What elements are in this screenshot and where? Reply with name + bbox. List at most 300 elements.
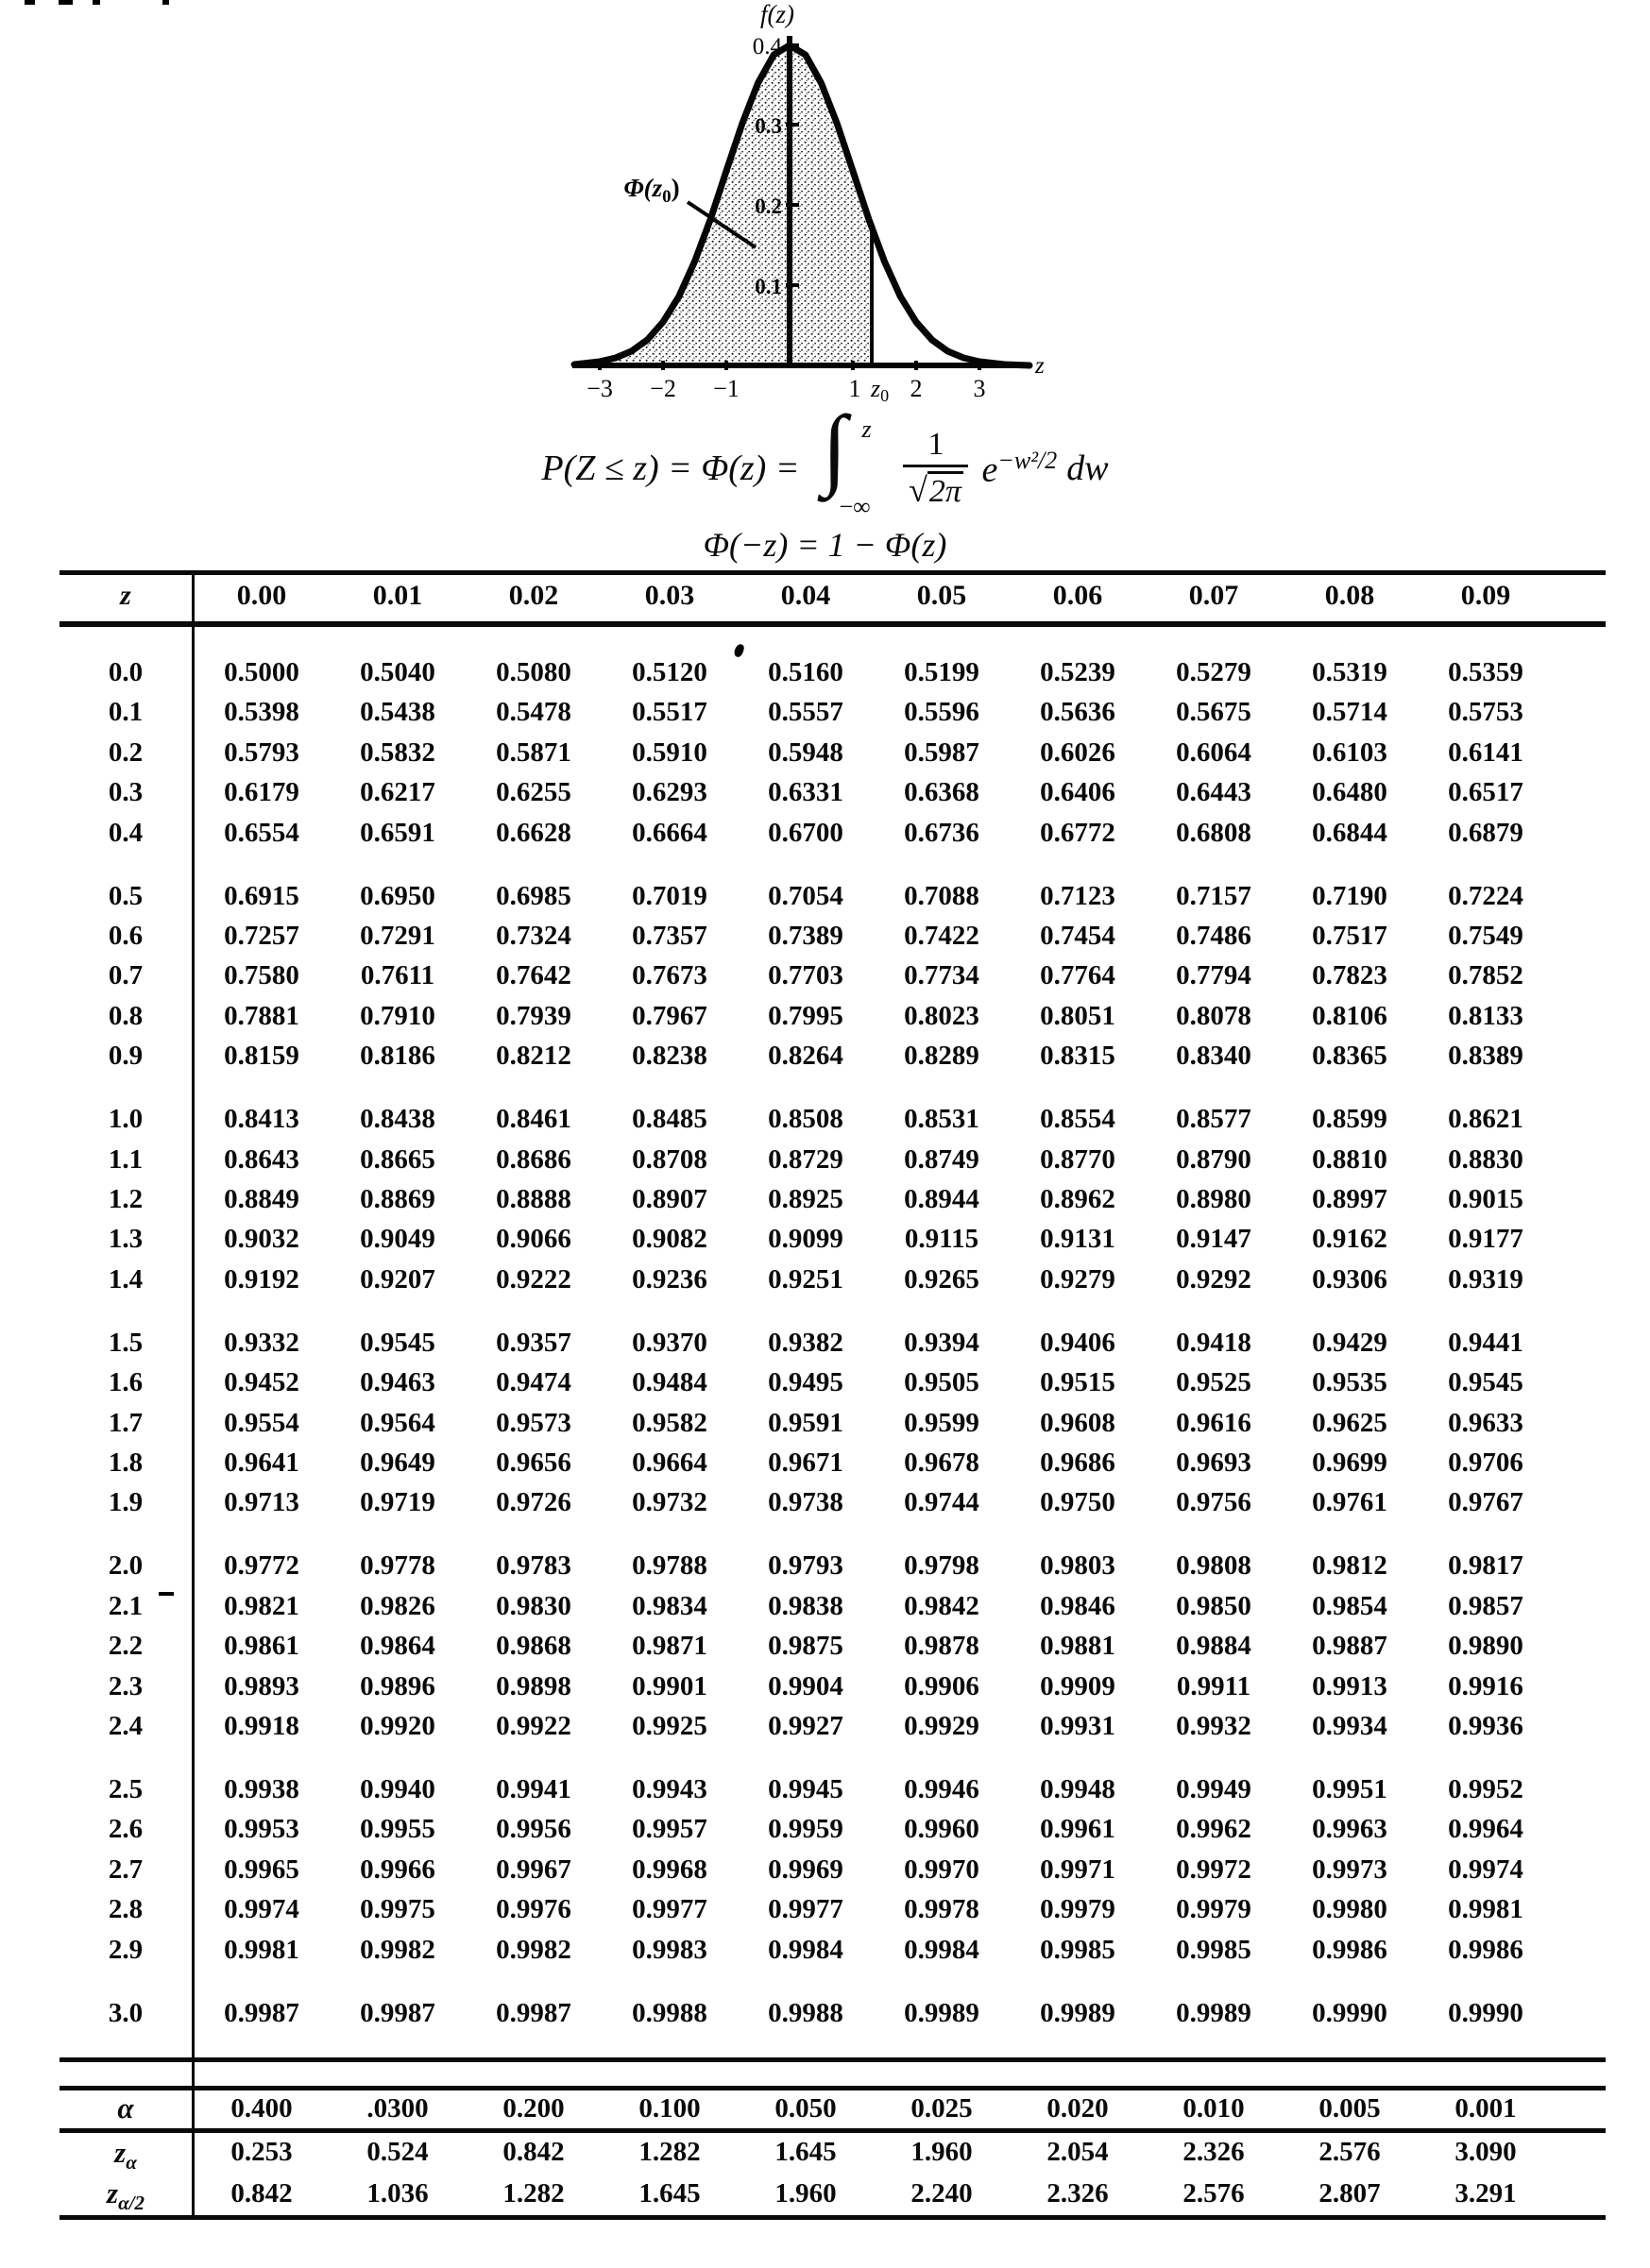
phi-value: 0.9732	[632, 1487, 707, 1518]
phi-value: 0.9429	[1312, 1327, 1387, 1358]
phi-value: 0.9761	[1312, 1487, 1387, 1518]
quantile-value: 2.326	[1046, 2178, 1109, 2209]
phi-value: 0.7454	[1040, 921, 1115, 951]
phi-value: 0.9535	[1312, 1367, 1387, 1398]
table-row	[0, 692, 1650, 733]
quantile-row	[0, 2173, 1650, 2214]
table-row	[0, 1140, 1650, 1180]
phi-value: 0.9525	[1176, 1367, 1251, 1398]
xtick-m3: −3	[587, 375, 613, 402]
phi-value: 0.9989	[1176, 1997, 1251, 2028]
phi-value: 0.9803	[1040, 1550, 1115, 1582]
z-value: 0.5	[108, 880, 144, 911]
column-header: 0.00	[236, 580, 287, 611]
phi-value: 0.9394	[904, 1327, 979, 1358]
z-value: 2.8	[108, 1894, 144, 1925]
phi-value: 0.9887	[1312, 1631, 1387, 1662]
phi-value: 0.9842	[904, 1590, 979, 1621]
phi-value: 0.6985	[496, 880, 571, 911]
phi-value: 0.5398	[224, 697, 299, 728]
phi-value: 0.7611	[360, 960, 435, 991]
phi-value: 0.9962	[1176, 1814, 1251, 1845]
column-header: 0.03	[644, 580, 695, 611]
phi-value: 0.9875	[768, 1631, 843, 1662]
phi-value: 0.9564	[360, 1407, 435, 1438]
z-value: 0.2	[108, 736, 144, 768]
table-row	[0, 1482, 1650, 1523]
phi-value: 0.6406	[1040, 777, 1115, 808]
fz-axis-label: f(z)	[760, 2, 794, 28]
table-row	[0, 956, 1650, 996]
phi-value: 0.6103	[1312, 736, 1387, 768]
phi-value: 0.9625	[1312, 1407, 1387, 1438]
phi-value: 0.9959	[768, 1814, 843, 1845]
phi-value: 0.9990	[1312, 1997, 1387, 2028]
quantile-label-main: z	[114, 2136, 127, 2169]
table-bottom-rule	[60, 2057, 1606, 2062]
column-header: 0.05	[916, 580, 967, 611]
quantile-value: 0.025	[910, 2093, 973, 2124]
phi-value: 0.5120	[632, 657, 707, 687]
z-value: 0.0	[108, 657, 144, 687]
phi-value: 0.8315	[1040, 1041, 1115, 1072]
exp-power: −w²/2	[997, 446, 1058, 474]
z-value: 2.5	[108, 1774, 144, 1804]
header-bottom-rule	[60, 621, 1606, 627]
phi-value: 0.9988	[768, 1997, 843, 2028]
table-row	[0, 1036, 1650, 1076]
phi-value: 0.9484	[632, 1367, 707, 1398]
phi-value: 0.8729	[768, 1143, 843, 1175]
table-row	[0, 1586, 1650, 1627]
phi-value: 0.5948	[768, 736, 843, 768]
table-row	[0, 1443, 1650, 1483]
phi-value: 0.9973	[1312, 1853, 1387, 1885]
phi-value: 0.9927	[768, 1711, 843, 1741]
column-header: 0.07	[1188, 580, 1239, 611]
phi-value: 0.9977	[632, 1894, 707, 1925]
phi-value: 0.9838	[768, 1590, 843, 1621]
phi-value: 0.8810	[1312, 1143, 1387, 1175]
phi-value: 0.8078	[1176, 1000, 1251, 1031]
table-row	[0, 772, 1650, 813]
phi-value: 0.8944	[904, 1184, 979, 1214]
phi-value: 0.9495	[768, 1367, 843, 1398]
phi-value: 0.5832	[360, 736, 435, 768]
phi-value: 0.9974	[224, 1894, 299, 1925]
phi-value: 0.5478	[496, 697, 571, 728]
phi-value: 0.9382	[768, 1327, 843, 1358]
integral-lower-limit: −∞	[839, 493, 871, 520]
xtick-m2: −2	[650, 375, 676, 402]
phi-value: 0.9986	[1448, 1934, 1523, 1965]
phi-value: 0.8238	[632, 1041, 707, 1072]
phi-value: 0.9744	[904, 1487, 979, 1518]
phi-value: 0.9982	[496, 1934, 571, 1965]
phi-value: 0.9986	[1312, 1934, 1387, 1965]
integral-sign: ∫	[822, 397, 847, 498]
phi-value: 0.6844	[1312, 817, 1387, 848]
column-header: 0.04	[780, 580, 831, 611]
phi-value: 0.9756	[1176, 1487, 1251, 1518]
phi-value: 0.7939	[496, 1000, 571, 1031]
phi-value: 0.6554	[224, 817, 299, 848]
phi-value: 0.9817	[1448, 1550, 1523, 1582]
phi-value: 0.8554	[1040, 1104, 1115, 1135]
table-row	[0, 876, 1650, 917]
quantile-value: 0.200	[502, 2093, 565, 2124]
phi-value: 0.7422	[904, 921, 979, 951]
phi-value: 0.9826	[360, 1590, 435, 1621]
quantile-value: 0.100	[638, 2093, 701, 2124]
phi-value: 0.7357	[632, 921, 707, 951]
phi-value: 0.9984	[768, 1934, 843, 1965]
phi-value: 0.9554	[224, 1407, 299, 1438]
quantile-bottom-rule	[60, 2215, 1606, 2220]
z-value: 0.8	[108, 1000, 144, 1031]
phi-value: 0.9713	[224, 1487, 299, 1518]
phi-value: 0.9656	[496, 1447, 571, 1478]
phi-value: 0.9972	[1176, 1853, 1251, 1885]
phi-value: 0.7257	[224, 921, 299, 951]
phi-value: 0.8389	[1448, 1041, 1523, 1072]
phi-value: 0.9952	[1448, 1774, 1523, 1804]
phi-value: 0.9945	[768, 1774, 843, 1804]
ytick-02: 0.2	[755, 195, 782, 218]
phi-value: 0.8531	[904, 1104, 979, 1135]
z-value: 1.1	[108, 1143, 144, 1175]
phi-value: 0.9978	[904, 1894, 979, 1925]
z-value: 2.1	[108, 1590, 144, 1621]
phi-value: 0.8830	[1448, 1143, 1523, 1175]
phi-value: 0.9099	[768, 1224, 843, 1255]
formula-lhs: P(Z ≤ z) = Φ(z) =	[541, 449, 800, 488]
quantile-value: 2.807	[1318, 2178, 1381, 2209]
phi-value: 0.9970	[904, 1853, 979, 1885]
quantile-value: 0.842	[230, 2178, 293, 2209]
phi-value: 0.9943	[632, 1774, 707, 1804]
table-row	[0, 1219, 1650, 1260]
z-value: 1.3	[108, 1224, 144, 1255]
quantile-value: 2.576	[1318, 2137, 1381, 2167]
phi-value: 0.7224	[1448, 880, 1523, 911]
phi-value: 0.8413	[224, 1104, 299, 1135]
normal-curve-figure	[546, 2, 1075, 410]
phi-value: 0.9573	[496, 1407, 571, 1438]
table-row	[0, 733, 1650, 773]
z-value: 1.2	[108, 1184, 144, 1214]
radicand: 2π	[927, 471, 963, 509]
phi-value: 0.9545	[1448, 1367, 1523, 1398]
z-value: 2.7	[108, 1853, 144, 1885]
alpha-row-rule	[60, 2128, 1606, 2133]
phi-value: 0.9306	[1312, 1263, 1387, 1295]
phi-value: 0.9953	[224, 1814, 299, 1845]
phi-value: 0.8907	[632, 1184, 707, 1214]
phi-value: 0.9066	[496, 1224, 571, 1255]
phi-value: 0.8106	[1312, 1000, 1387, 1031]
phi-value: 0.5910	[632, 736, 707, 768]
phi-value: 0.9981	[1448, 1894, 1523, 1925]
phi-value: 0.9505	[904, 1367, 979, 1398]
phi-value: 0.8289	[904, 1041, 979, 1072]
z-value: 2.0	[108, 1550, 144, 1582]
quantile-value: 0.010	[1182, 2093, 1245, 2124]
phi-value: 0.9960	[904, 1814, 979, 1845]
column-header: 0.01	[372, 580, 423, 611]
phi-value: 0.9956	[496, 1814, 571, 1845]
quantile-value: 2.054	[1046, 2137, 1109, 2167]
phi-value: 0.9082	[632, 1224, 707, 1255]
phi-value: 0.9633	[1448, 1407, 1523, 1438]
phi-value: 0.9984	[904, 1934, 979, 1965]
table-row	[0, 1850, 1650, 1890]
phi-value: 0.6879	[1448, 817, 1523, 848]
phi-value: 0.7486	[1176, 921, 1251, 951]
quantile-value: 1.282	[502, 2178, 565, 2209]
scan-edge-mark	[162, 0, 169, 5]
z-value: 2.6	[108, 1814, 144, 1845]
phi-value: 0.5359	[1448, 657, 1523, 687]
phi-value: 0.9265	[904, 1263, 979, 1295]
phi-value: 0.7995	[768, 1000, 843, 1031]
z-value: 1.8	[108, 1447, 144, 1478]
phi-value: 0.9599	[904, 1407, 979, 1438]
z-value: 1.9	[108, 1487, 144, 1518]
table-row	[0, 1706, 1650, 1747]
phi-value: 0.5000	[224, 657, 299, 687]
phi-value: 0.9985	[1040, 1934, 1115, 1965]
phi-value: 0.9738	[768, 1487, 843, 1518]
column-header: 0.08	[1324, 580, 1375, 611]
phi-value: 0.8133	[1448, 1000, 1523, 1031]
fraction-numerator: 1	[903, 427, 968, 467]
column-header: 0.02	[508, 580, 559, 611]
phi-value: 0.9936	[1448, 1711, 1523, 1741]
phi-value: 0.9545	[360, 1327, 435, 1358]
phi-value: 0.9896	[360, 1670, 435, 1701]
phi-value: 0.9591	[768, 1407, 843, 1438]
phi-value: 0.9890	[1448, 1631, 1523, 1662]
phi-value: 0.6179	[224, 777, 299, 808]
phi-value: 0.7123	[1040, 880, 1115, 911]
z-value: 0.4	[108, 817, 144, 848]
phi-value: 0.8686	[496, 1143, 571, 1175]
phi-value: 0.9983	[632, 1934, 707, 1965]
quantile-value: .0300	[366, 2093, 429, 2124]
phi-value: 0.9641	[224, 1447, 299, 1478]
phi-value: 0.7703	[768, 960, 843, 991]
phi-value: 0.9918	[224, 1711, 299, 1741]
phi-value: 0.9987	[496, 1997, 571, 2028]
phi-value: 0.9582	[632, 1407, 707, 1438]
quantile-value: 3.291	[1454, 2178, 1517, 2209]
phi-value: 0.9925	[632, 1711, 707, 1741]
integral	[816, 397, 882, 523]
table-row	[0, 652, 1650, 693]
phi-value: 0.5714	[1312, 697, 1387, 728]
phi-value: 0.9868	[496, 1631, 571, 1662]
phi-value: 0.9452	[224, 1367, 299, 1398]
phi-value: 0.9767	[1448, 1487, 1523, 1518]
phi-value: 0.9949	[1176, 1774, 1251, 1804]
phi-value: 0.9515	[1040, 1367, 1115, 1398]
phi-value: 0.9222	[496, 1263, 571, 1295]
phi-value: 0.6480	[1312, 777, 1387, 808]
phi-value: 0.9929	[904, 1711, 979, 1741]
phi-value: 0.9975	[360, 1894, 435, 1925]
phi-value: 0.7517	[1312, 921, 1387, 951]
phi-value: 0.6331	[768, 777, 843, 808]
phi-value: 0.6443	[1176, 777, 1251, 808]
phi-value: 0.6141	[1448, 736, 1523, 768]
phi-value: 0.9049	[360, 1224, 435, 1255]
phi-value: 0.9913	[1312, 1670, 1387, 1701]
phi-value: 0.9783	[496, 1550, 571, 1582]
phi-value: 0.9649	[360, 1447, 435, 1478]
phi-value: 0.9370	[632, 1327, 707, 1358]
phi-value: 0.7291	[360, 921, 435, 951]
phi-value: 0.6026	[1040, 736, 1115, 768]
quantile-label-subscript: α/2	[118, 2192, 145, 2215]
fraction	[903, 427, 968, 510]
phi-value: 0.6064	[1176, 736, 1251, 768]
phi-value: 0.9898	[496, 1670, 571, 1701]
phi-value: 0.6217	[360, 777, 435, 808]
scan-edge-mark	[93, 0, 100, 5]
quantile-value: 1.960	[910, 2137, 973, 2167]
phi-value: 0.9988	[632, 1997, 707, 2028]
phi-value: 0.9192	[224, 1263, 299, 1295]
table-row	[0, 1546, 1650, 1586]
differential: dw	[1066, 449, 1109, 488]
phi-value: 0.9990	[1448, 1997, 1523, 2028]
quantile-label-main: α	[117, 2091, 134, 2124]
table-row	[0, 1179, 1650, 1220]
phi-value: 0.9934	[1312, 1711, 1387, 1741]
phi-value: 0.9115	[904, 1224, 979, 1255]
phi-value: 0.7389	[768, 921, 843, 951]
phi-value: 0.9798	[904, 1550, 979, 1582]
sqrt-sign: √	[909, 471, 927, 509]
phi-value: 0.5040	[360, 657, 435, 687]
phi-value: 0.7088	[904, 880, 979, 911]
phi-value: 0.9861	[224, 1631, 299, 1662]
quantile-value: 0.400	[230, 2093, 293, 2124]
phi-value: 0.9989	[1040, 1997, 1115, 2028]
phi-value: 0.9032	[224, 1224, 299, 1255]
quantile-value: 0.001	[1454, 2093, 1517, 2124]
phi-value: 0.9616	[1176, 1407, 1251, 1438]
phi-value: 0.9964	[1448, 1814, 1523, 1845]
quantile-row	[0, 2089, 1650, 2128]
z-value: 0.3	[108, 777, 144, 808]
phi-value: 0.9940	[360, 1774, 435, 1804]
phi-value: 0.6591	[360, 817, 435, 848]
table-row	[0, 1626, 1650, 1667]
quantile-value: 0.524	[366, 2137, 429, 2167]
phi-value: 0.9982	[360, 1934, 435, 1965]
phi-value: 0.9961	[1040, 1814, 1115, 1845]
print-artifact	[159, 1592, 174, 1596]
quantile-value: 1.036	[366, 2178, 429, 2209]
phi-value: 0.9418	[1176, 1327, 1251, 1358]
phi-value: 0.5279	[1176, 657, 1251, 687]
phi-value: 0.9969	[768, 1853, 843, 1885]
phi-value: 0.5438	[360, 697, 435, 728]
phi-value: 0.9980	[1312, 1894, 1387, 1925]
quantile-value: 0.253	[230, 2137, 293, 2167]
phi-value: 0.6628	[496, 817, 571, 848]
integral-upper-limit: z	[861, 415, 872, 443]
phi-value: 0.6293	[632, 777, 707, 808]
phi-value: 0.9938	[224, 1774, 299, 1804]
table-row	[0, 916, 1650, 956]
phi-value: 0.5239	[1040, 657, 1115, 687]
phi-value: 0.8770	[1040, 1143, 1115, 1175]
phi-value: 0.8997	[1312, 1184, 1387, 1214]
phi-value: 0.9162	[1312, 1224, 1387, 1255]
phi-value: 0.6664	[632, 817, 707, 848]
phi-value: 0.7967	[632, 1000, 707, 1031]
phi-value: 0.7190	[1312, 880, 1387, 911]
scan-edge-mark	[25, 0, 35, 5]
phi-value: 0.8577	[1176, 1104, 1251, 1135]
phi-value: 0.9955	[360, 1814, 435, 1845]
phi-value: 0.9979	[1040, 1894, 1115, 1925]
table-row	[0, 996, 1650, 1037]
phi-value: 0.5557	[768, 697, 843, 728]
phi-value: 0.9147	[1176, 1224, 1251, 1255]
phi-value: 0.9989	[904, 1997, 979, 2028]
phi-value: 0.8869	[360, 1184, 435, 1214]
phi-value: 0.9750	[1040, 1487, 1115, 1518]
exp-base: e	[981, 449, 998, 490]
reflection-formula: Φ(−z) = 1 − Φ(z)	[703, 526, 947, 564]
phi-value: 0.9871	[632, 1631, 707, 1662]
phi-value: 0.8599	[1312, 1104, 1387, 1135]
phi-value: 0.9965	[224, 1853, 299, 1885]
quantile-value: 0.005	[1318, 2093, 1381, 2124]
phi-value: 0.9951	[1312, 1774, 1387, 1804]
quantile-row-label	[60, 2089, 192, 2128]
phi-value: 0.7794	[1176, 960, 1251, 991]
quantile-label-main: z	[106, 2176, 119, 2209]
phi-value: 0.9857	[1448, 1590, 1523, 1621]
phi-value: 0.8023	[904, 1000, 979, 1031]
phi-value: 0.8051	[1040, 1000, 1115, 1031]
phi-value: 0.9808	[1176, 1550, 1251, 1582]
phi-value: 0.6736	[904, 817, 979, 848]
phi-value: 0.6368	[904, 777, 979, 808]
phi-value: 0.9319	[1448, 1263, 1523, 1295]
phi-value: 0.9793	[768, 1550, 843, 1582]
phi-value: 0.9878	[904, 1631, 979, 1662]
z-value: 0.7	[108, 960, 144, 991]
phi-value: 0.9850	[1176, 1590, 1251, 1621]
phi-value: 0.9981	[224, 1934, 299, 1965]
phi-value: 0.9279	[1040, 1263, 1115, 1295]
phi-value: 0.8508	[768, 1104, 843, 1135]
quantile-value: 0.842	[502, 2137, 565, 2167]
z-value: 1.6	[108, 1367, 144, 1398]
phi-value: 0.7157	[1176, 880, 1251, 911]
phi-value: 0.7324	[496, 921, 571, 951]
phi-value: 0.6772	[1040, 817, 1115, 848]
phi-value: 0.9922	[496, 1711, 571, 1741]
cdf-formula	[0, 397, 1650, 525]
phi-value: 0.9974	[1448, 1853, 1523, 1885]
